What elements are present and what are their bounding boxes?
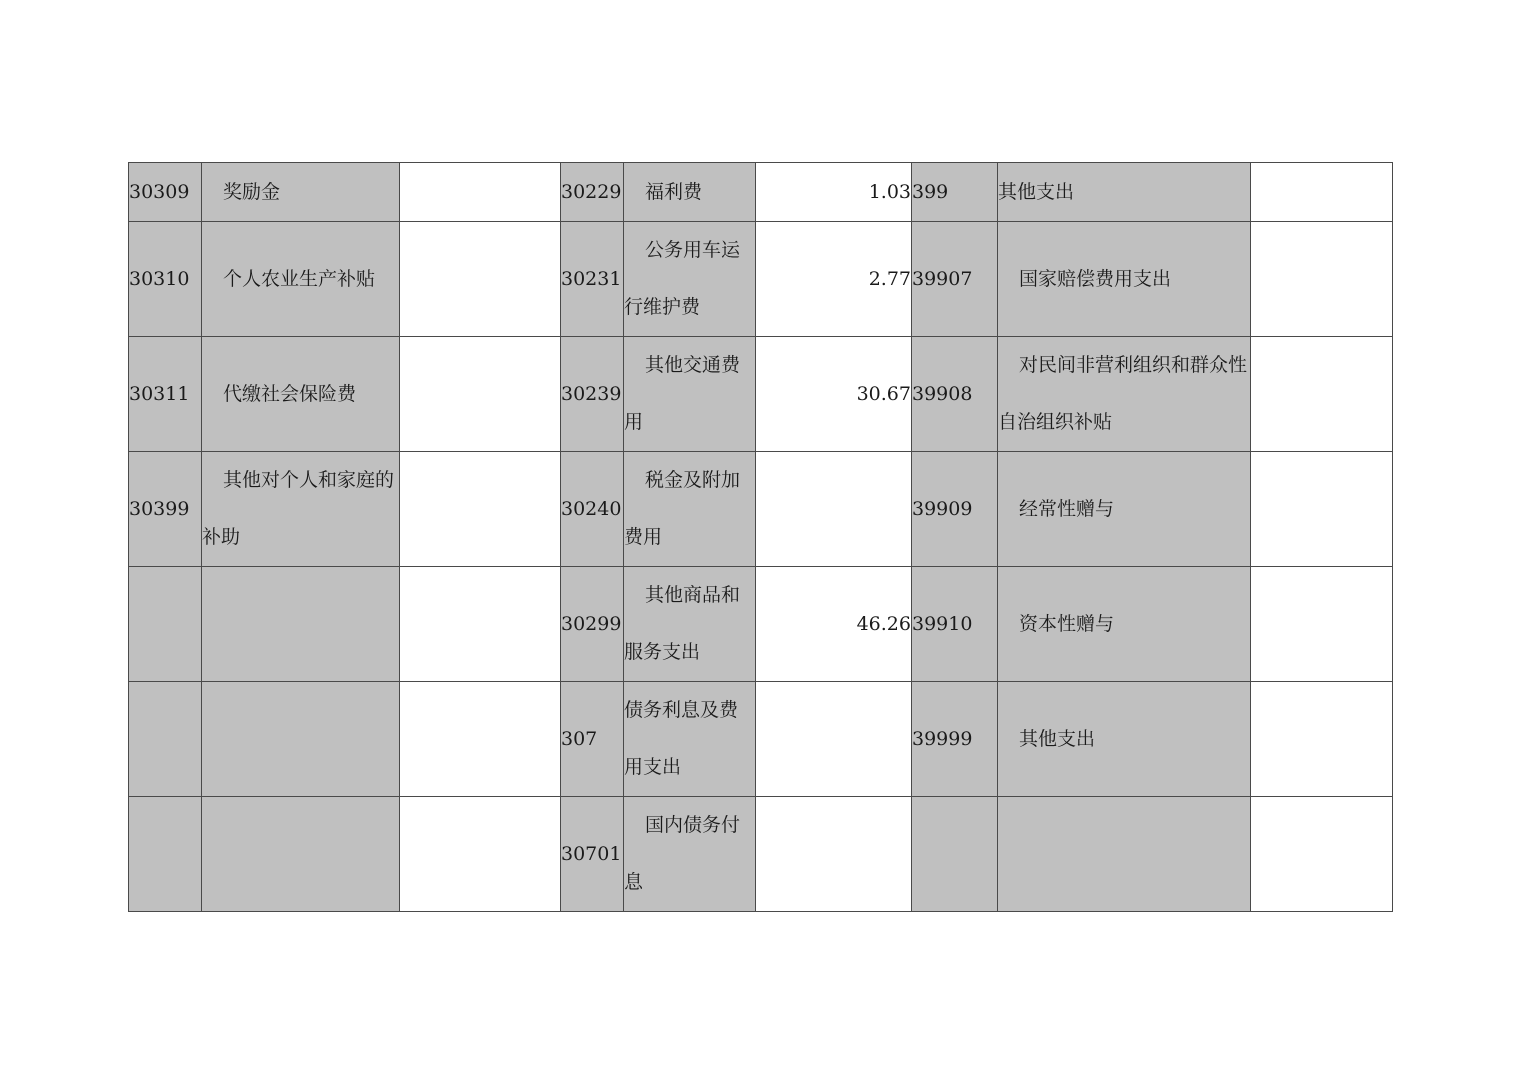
expense-code-cell: 30239 xyxy=(561,337,624,452)
expense-code-cell: 39909 xyxy=(912,452,998,567)
expense-name-cell: 税金及附加费用 xyxy=(624,452,756,567)
expense-code-cell xyxy=(912,797,998,912)
expense-name-cell: 国家赔偿费用支出 xyxy=(998,222,1251,337)
expense-name-cell: 福利费 xyxy=(624,163,756,222)
expense-name-cell: 奖励金 xyxy=(202,163,400,222)
amount-cell xyxy=(400,452,561,567)
amount-cell xyxy=(756,797,912,912)
expense-code-cell xyxy=(129,797,202,912)
table-row xyxy=(129,682,1393,797)
amount-cell: 30.67 xyxy=(756,337,912,452)
expense-name-cell: 其他对个人和家庭的补助 xyxy=(202,452,400,567)
expense-name-cell: 资本性赠与 xyxy=(998,567,1251,682)
expense-name-cell: 其他支出 xyxy=(998,682,1251,797)
expense-name-cell: 债务利息及费用支出 xyxy=(624,682,756,797)
expense-code-cell: 30231 xyxy=(561,222,624,337)
expense-name-cell: 公务用车运行维护费 xyxy=(624,222,756,337)
expense-code-cell: 30240 xyxy=(561,452,624,567)
amount-cell: 2.77 xyxy=(756,222,912,337)
expense-code-cell: 30309 xyxy=(129,163,202,222)
expense-code-cell: 30311 xyxy=(129,337,202,452)
expense-name-cell: 其他商品和服务支出 xyxy=(624,567,756,682)
expense-name-cell: 代缴社会保险费 xyxy=(202,337,400,452)
table-row xyxy=(129,337,1393,452)
amount-cell xyxy=(756,682,912,797)
expense-name-cell xyxy=(202,567,400,682)
amount-cell xyxy=(1251,163,1393,222)
expense-code-cell xyxy=(129,567,202,682)
expense-name-cell: 其他支出 xyxy=(998,163,1251,222)
amount-cell xyxy=(400,337,561,452)
table-row xyxy=(129,797,1393,912)
expense-code-cell: 30399 xyxy=(129,452,202,567)
expense-code-cell: 30229 xyxy=(561,163,624,222)
amount-cell xyxy=(400,567,561,682)
expense-name-cell: 经常性赠与 xyxy=(998,452,1251,567)
expense-code-cell: 39907 xyxy=(912,222,998,337)
table-row xyxy=(129,452,1393,567)
expense-name-cell: 国内债务付息 xyxy=(624,797,756,912)
expense-name-cell xyxy=(202,797,400,912)
amount-cell xyxy=(1251,797,1393,912)
expense-name-cell xyxy=(998,797,1251,912)
amount-cell xyxy=(1251,567,1393,682)
expense-name-cell: 对民间非营利组织和群众性自治组织补贴 xyxy=(998,337,1251,452)
table-row xyxy=(129,222,1393,337)
amount-cell xyxy=(400,797,561,912)
expense-code-cell: 39999 xyxy=(912,682,998,797)
amount-cell xyxy=(1251,452,1393,567)
amount-cell xyxy=(1251,222,1393,337)
budget-table xyxy=(128,162,1393,912)
table-row xyxy=(129,567,1393,682)
amount-cell: 46.26 xyxy=(756,567,912,682)
table-row xyxy=(129,163,1393,222)
expense-code-cell: 39910 xyxy=(912,567,998,682)
expense-code-cell: 30701 xyxy=(561,797,624,912)
expense-name-cell: 其他交通费用 xyxy=(624,337,756,452)
expense-code-cell: 399 xyxy=(912,163,998,222)
amount-cell xyxy=(756,452,912,567)
expense-code-cell: 30299 xyxy=(561,567,624,682)
amount-cell: 1.03 xyxy=(756,163,912,222)
expense-code-cell xyxy=(129,682,202,797)
expense-name-cell: 个人农业生产补贴 xyxy=(202,222,400,337)
expense-code-cell: 39908 xyxy=(912,337,998,452)
amount-cell xyxy=(400,222,561,337)
expense-code-cell: 30310 xyxy=(129,222,202,337)
expense-name-cell xyxy=(202,682,400,797)
amount-cell xyxy=(1251,337,1393,452)
amount-cell xyxy=(1251,682,1393,797)
amount-cell xyxy=(400,682,561,797)
amount-cell xyxy=(400,163,561,222)
expense-code-cell: 307 xyxy=(561,682,624,797)
